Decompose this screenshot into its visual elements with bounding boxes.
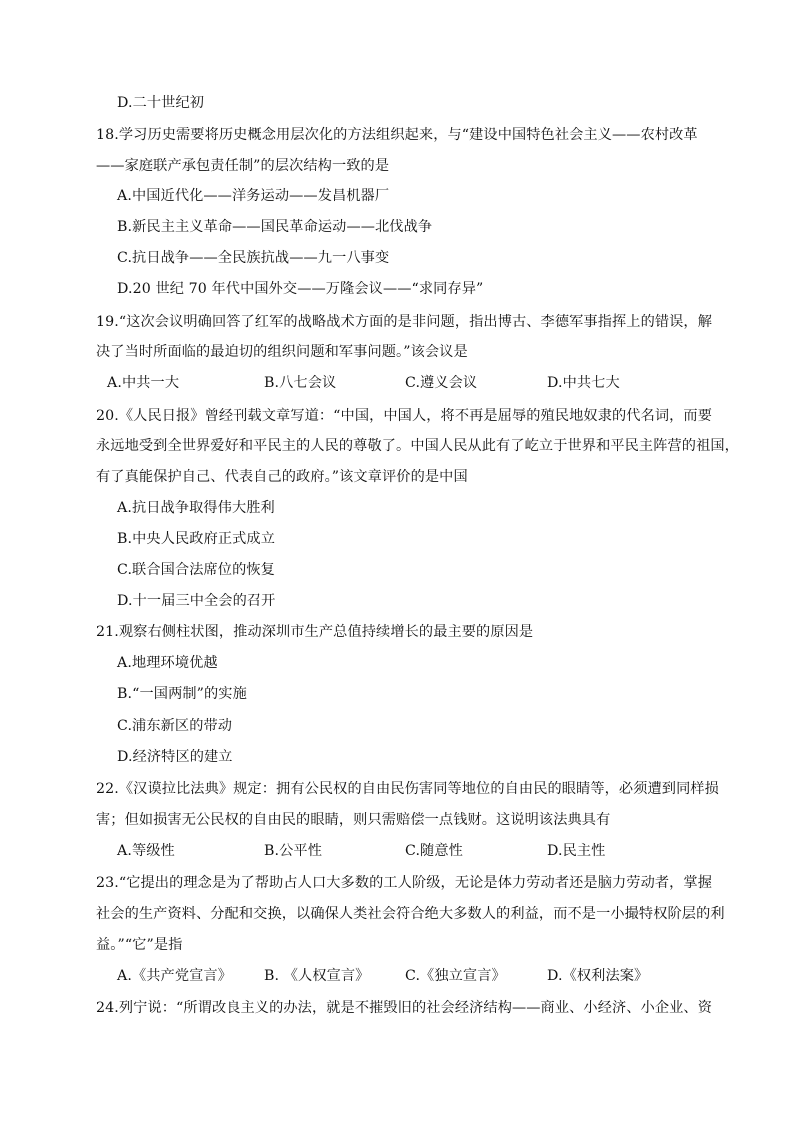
q23-options-row xyxy=(0,966,794,986)
q19-option-b: B.八七会议 xyxy=(264,375,337,391)
q18-option-a: A.中国近代化——洋务运动——发昌机器厂 xyxy=(117,188,390,204)
q23-stem-line3: 益。”“它”是指 xyxy=(96,937,183,953)
q21-option-c: C.浦东新区的带动 xyxy=(117,718,233,734)
q19-stem-line1: 19.“这次会议明确回答了红军的战略战术方面的是非问题，指出博古、李德军事指挥上的错误，解 xyxy=(96,314,713,330)
q24-stem-line1: 24.列宁说：“所谓改良主义的办法，就是不摧毁旧的社会经济结构——商业、小经济、小企业、资 xyxy=(96,1000,713,1016)
q18-stem-line1: 18.学习历史需要将历史概念用层次化的方法组织起来，与“建设中国特色社会主义——农村改革 xyxy=(96,127,698,143)
q19-option-a: A.中共一大 xyxy=(107,375,180,391)
q22-options-row xyxy=(0,841,794,861)
q21-option-b: B.“一国两制”的实施 xyxy=(117,686,247,702)
q23-stem-line2: 社会的生产资料、分配和交换，以确保人类社会符合绝大多数人的利益，而不是一小撮特权阶层的利 xyxy=(96,906,725,922)
q23-option-d: D.《权利法案》 xyxy=(547,968,649,984)
q22-stem-line2: 害；但如损害无公民权的自由民的眼睛，则只需赔偿一点钱财。这说明该法典具有 xyxy=(96,812,611,828)
q21-option-d: D.经济特区的建立 xyxy=(117,749,233,765)
q20-stem-line1: 20.《人民日报》曾经刊载文章写道：“中国，中国人，将不再是屈辱的殖民地奴隶的代名词，而要 xyxy=(96,408,713,424)
q19-option-d: D.中共七大 xyxy=(547,375,620,391)
q17-option-d: D.二十世纪初 xyxy=(117,95,205,111)
q20-stem-line3: 有了真能保护自己、代表自己的政府。”该文章评价的是中国 xyxy=(96,469,468,485)
q18-stem-line2: ——家庭联产承包责任制”的层次结构一致的是 xyxy=(96,158,390,174)
q22-option-b: B.公平性 xyxy=(264,843,322,859)
q22-option-a: A.等级性 xyxy=(117,843,175,859)
q23-option-c: C.《独立宣言》 xyxy=(405,968,506,984)
q19-options-row xyxy=(0,373,794,393)
q21-option-a: A.地理环境优越 xyxy=(117,655,218,671)
q20-stem-line2: 永远地受到全世界爱好和平民主的人民的尊敬了。中国人民从此有了屹立于世界和平民主阵营的祖国， xyxy=(96,438,739,454)
q18-option-b: B.新民主主义革命——国民革命运动——北伐战争 xyxy=(117,219,433,235)
q23-stem-line1: 23.“它提出的理念是为了帮助占人口大多数的工人阶级，无论是体力劳动者还是脑力劳动者，掌握 xyxy=(96,875,713,891)
q22-option-c: C.随意性 xyxy=(405,843,463,859)
q20-option-b: B.中央人民政府正式成立 xyxy=(117,531,276,547)
q20-option-d: D.十一届三中全会的召开 xyxy=(117,593,276,609)
q20-option-c: C.联合国合法席位的恢复 xyxy=(117,562,275,578)
q19-stem-line2: 决了当时所面临的最迫切的组织问题和军事问题。”该会议是 xyxy=(96,344,468,360)
q22-option-d: D.民主性 xyxy=(547,843,606,859)
q21-stem-line1: 21.观察右侧柱状图，推动深圳市生产总值持续增长的最主要的原因是 xyxy=(96,624,534,640)
q18-option-d: D.20 世纪 70 年代中国外交——万隆会议——“求同存异” xyxy=(117,281,484,297)
q20-option-a: A.抗日战争取得伟大胜利 xyxy=(117,500,275,516)
q22-stem-line1: 22.《汉谟拉比法典》规定：拥有公民权的自由民伤害同等地位的自由民的眼睛等，必须遭到同样损 xyxy=(96,781,719,797)
q19-option-c: C.遵义会议 xyxy=(405,375,478,391)
q23-option-b: B. 《人权宣言》 xyxy=(264,968,370,984)
q23-option-a: A.《共产党宣言》 xyxy=(117,968,232,984)
q18-option-c: C.抗日战争——全民族抗战——九一八事变 xyxy=(117,250,390,266)
